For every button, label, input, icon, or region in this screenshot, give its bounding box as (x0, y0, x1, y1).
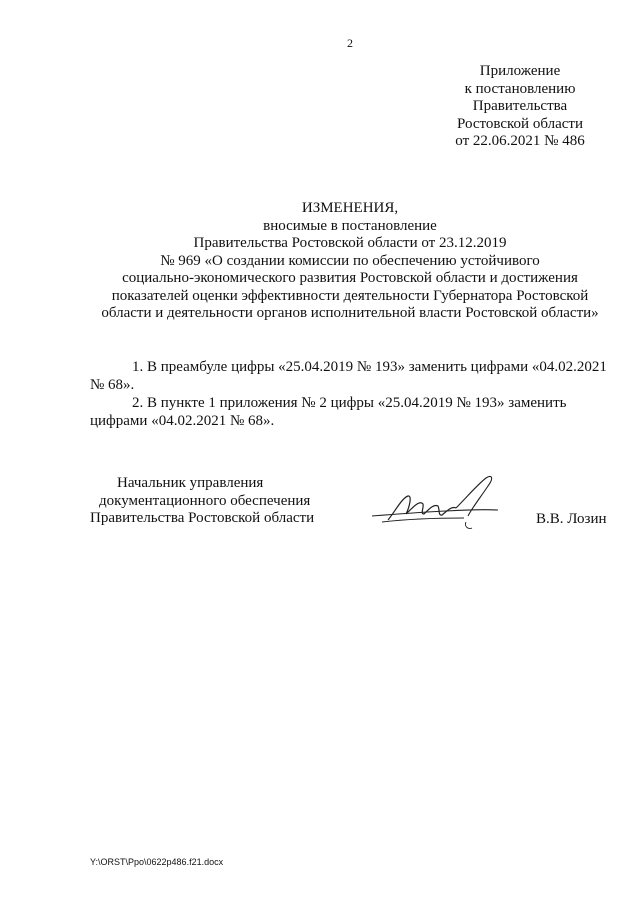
amendment-line: цифрами «04.02.2021 № 68». (90, 413, 275, 429)
appendix-line: к постановлению (464, 80, 576, 97)
position-line: Правительства Ростовской области (90, 510, 315, 526)
page-number: 2 (347, 36, 353, 50)
title-line: социально-экономического развития Ростовской области и достижения (122, 270, 578, 286)
signer-name: В.В. Лозин (536, 511, 607, 527)
handwritten-signature (368, 470, 508, 550)
appendix-line: от 22.06.2021 № 486 (455, 133, 585, 149)
appendix-header (440, 63, 600, 151)
signatory-position (90, 475, 330, 528)
title-line: Правительства Ростовской области от 23.12.2019 (193, 235, 507, 251)
appendix-line: Приложение (479, 63, 561, 79)
appendix-line: Ростовской области (457, 115, 583, 132)
position-line: Начальник управления (117, 475, 264, 491)
title-line: № 969 «О создании комиссии по обеспечению устойчивого (160, 252, 540, 269)
position-line: документационного обеспечения (99, 492, 311, 509)
amendment-item-2 (90, 394, 608, 430)
amendment-line: № 68». (90, 377, 135, 393)
amendment-line: 1. В преамбуле цифры «25.04.2019 № 193» заменить цифрами «04.02.2021 (132, 359, 607, 375)
amendment-line: 2. В пункте 1 приложения № 2 цифры «25.04.2019 № 193» заменить (132, 395, 567, 411)
document-title (60, 200, 640, 323)
appendix-line: Правительства (472, 98, 568, 114)
title-line: показателей оценки эффективности деятельности Губернатора Ростовской (111, 287, 589, 304)
title-line: области и деятельности органов исполнительной власти Ростовской области» (101, 305, 599, 321)
file-path-footer: Y:\ORST\Ppo\0622p486.f21.docx (90, 857, 224, 867)
amendment-item-1 (90, 358, 608, 394)
title-heading: ИЗМЕНЕНИЯ, (301, 200, 399, 216)
title-line: вносимые в постановление (263, 217, 437, 234)
